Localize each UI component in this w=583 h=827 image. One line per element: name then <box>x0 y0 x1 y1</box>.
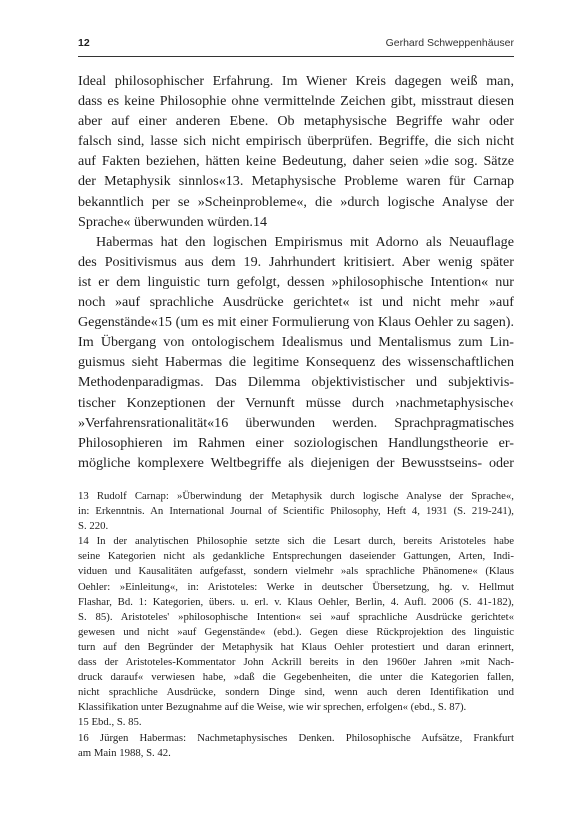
footnote-line: 14 In der analytischen Philosophie setzte sich die Lesart durch, bereits Aristoteles habe <box>78 535 514 548</box>
footnote-line: S. 220. <box>78 520 109 533</box>
body-line: Im Übergang von ontologischem Idealismus und Mentalismus zum Lin- <box>78 334 514 351</box>
body-line: aber auf einer anderen Ebene. Ob metaphysische Begriffe wahr oder <box>78 113 514 130</box>
footnote-line: in: Erkenntnis. An International Journal of Scientific Philosophy, Heft 4, 1931 (S. 219-241), <box>78 505 514 518</box>
footnote-line: seine Kategorien nicht als gedankliche Entsprechungen daseiender Gattungen, Arten, Indi- <box>78 550 514 563</box>
body-line: noch »auf sprachliche Ausdrücke gerichtet« ist und nicht mehr »auf <box>78 294 514 311</box>
body-line: dass es keine Philosophie ohne vermittelnde Zeichen gibt, misstraut diesen <box>78 93 514 110</box>
footnote-line: Oehler: »Einleitung«, in: Aristoteles: Werke in deutscher Übersetzung, hg. v. Hellmut <box>78 580 514 593</box>
footnote-line: druck darauf« verwiesen habe, »daß die Gegebenheiten, die unter die Kategorien fallen, <box>78 671 514 684</box>
body-line: auf Fakten beziehen, hätten keine Bedeutung, daher seien »die sog. Sätze <box>78 153 514 170</box>
body-line: »Verfahrensrationalität«16 überwunden werden. Sprachpragmatisches <box>78 414 514 431</box>
footnote-line: am Main 1988, S. 42. <box>78 746 171 759</box>
header-rule <box>78 56 514 57</box>
body-line: Philosophieren im Rahmen einer soziologischen Handlungstheorie er- <box>78 434 514 451</box>
footnote-line: 16 Jürgen Habermas: Nachmetaphysisches Denken. Philosophische Aufsätze, Frankfurt <box>78 731 514 744</box>
body-line: der Metaphysik sinnlos«13. Metaphysische Probleme waren für Carnap <box>78 173 514 190</box>
footnote-line: 13 Rudolf Carnap: »Überwindung der Metaphysik durch logische Analyse der Sprache«, <box>78 490 514 502</box>
body-line: Sprache« überwunden würden.14 <box>78 213 268 230</box>
footnote-line: dass der Aristoteles-Kommentator John Ackrill bereits in den 1960er Jahren »mit Nach- <box>78 656 514 669</box>
body-line: Habermas hat den logischen Empirismus mit Adorno als Neuauflage <box>96 233 514 250</box>
footnote-line: turn auf den Begründer der Metaphysik hat Klaus Oehler protestiert und daran erinnert, <box>78 640 514 653</box>
body-line: Methodenparadigmas. Das Dilemma objektivistischer und subjektivis- <box>78 374 514 391</box>
body-line: guismus sieht Habermas die legitime Konsequenz des wissenschaftlichen <box>78 354 514 371</box>
page-number: 12 <box>78 37 90 49</box>
body-line: mögliche komplexere Weltbegriffe als diejenigen der Bewusstseins- oder <box>78 454 514 471</box>
running-head-author: Gerhard Schweppenhäuser <box>385 37 514 49</box>
footnote-line: 15 Ebd., S. 85. <box>78 716 142 729</box>
footnote-line: gewesen und nicht »auf Gegenstände« (ebd.). Gegen diese Rückprojektion des linguistic <box>78 625 514 638</box>
body-line: ist er dem linguistic turn gefolgt, dessen »philosophische Intention« nur <box>78 273 514 290</box>
body-line: tischer Konzeptionen der Vernunft müsse durch ›nachmetaphysische‹ <box>78 394 514 411</box>
footnote-line: Klassifikation unter Bezugnahme auf die Weise, wie wir sprechen, erfolgen« (ebd., S. 87). <box>78 701 467 714</box>
footnotes <box>78 489 514 761</box>
body-line: bekanntlich per se »Scheinprobleme«, die »durch logische Analyse der <box>78 193 514 210</box>
body-line: des Positivismus aus dem 19. Jahrhundert kritisiert. Aber wenig später <box>78 253 514 270</box>
body-line: Gegenstände«15 (um es mit einer Formulierung von Klaus Oehler zu sagen). <box>78 314 514 331</box>
footnote-line: S. 85). Aristoteles' »philosophische Intention« sei »auf sprachliche Ausdrücke gerichtet« <box>78 610 514 623</box>
footnote-line: viduen und Kausalitäten aufgefasst, sondern vielmehr »als sprachliche Phänomene« (Klaus <box>78 565 514 578</box>
body-line: falsch sind, lasse sich nicht empirisch überprüfen. Begriffe, die sich nicht <box>78 133 514 150</box>
footnote-line: Flashar, Bd. 1: Kategorien, übers. u. erl. v. Klaus Oehler, Berlin, 4. Aufl. 2006 (S. 41-182), <box>78 595 514 608</box>
body-line: Ideal philosophischer Erfahrung. Im Wiener Kreis dagegen weiß man, <box>78 73 514 89</box>
page-header <box>78 37 514 51</box>
footnote-line: nicht sprachliche Ausdrücke, sondern Dinge sind, wenn auch deren Identifikation und <box>78 686 514 699</box>
body-text <box>78 71 514 473</box>
